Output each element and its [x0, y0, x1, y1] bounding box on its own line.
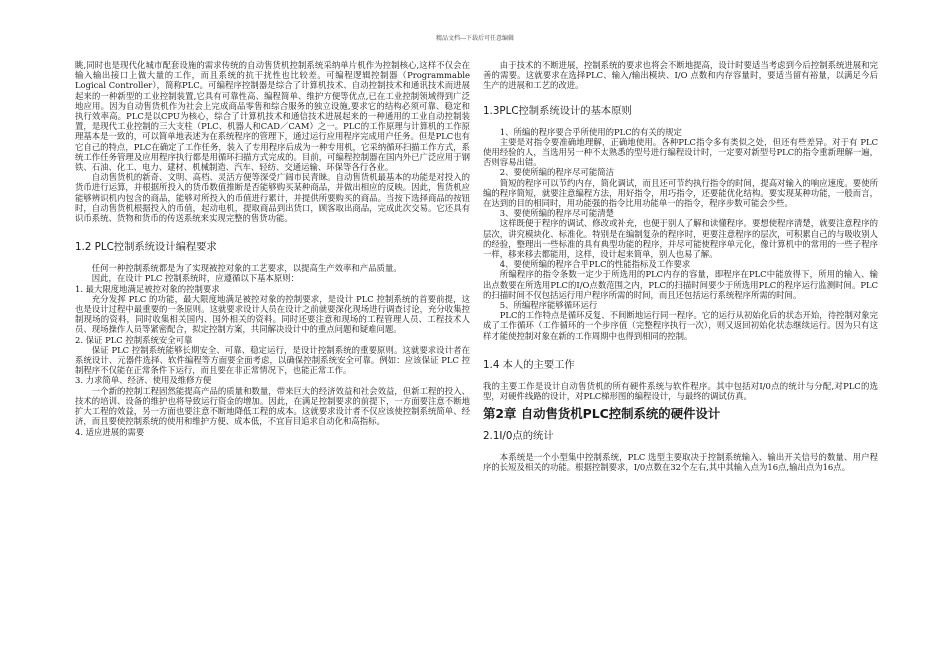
- left-column: [75, 60, 470, 437]
- chapter-2-title: 第2章 自动售货机PLC控制系统的硬件设计: [483, 406, 721, 422]
- requirement-2-heading: 2. 保证 PLC 控制系统安全可靠: [75, 334, 193, 345]
- right-column: [483, 60, 878, 473]
- section-1-4-title: 1.4 本人的主要工作: [483, 358, 575, 371]
- requirement-1-heading: 1. 最大限度地满足被控对象的控制要求: [75, 283, 220, 294]
- section-1-2-title: 1.2 PLC控制系统设计编程要求: [75, 241, 217, 254]
- principle-1-body: 主要是对指令要准确地理解，正确地使用。各种PLC指令多有类似之处，但还有些差异。对于有 PLC 使用经验的人，当选用另一种不太熟悉的型号进行编程设计时，一定要对新型号PLC的指令重新理解一遍，否则容易出错。: [483, 136, 878, 168]
- section-1-4-body: 我的主要工作是设计自动售货机的所有硬件系统与软件程序。其中包括对I/0点的统计与分配,对PLC的选型，对硬件线路的设计，对PLC梯形图的编程设计，与最终的调试仿真。: [483, 380, 878, 402]
- requirement-3-heading: 3. 力求简单、经济、使用及维修方便: [75, 375, 212, 386]
- principle-2-heading: 2、要使所编的程序尽可能简洁: [499, 167, 614, 178]
- section-2-1-title: 2.1I/0点的统计: [483, 430, 554, 443]
- section-intro-line-1: 任何一种控制系统都是为了实现被控对象的工艺要求，以提高生产效率和产品质量。: [91, 263, 402, 274]
- principle-4-body: 所编程序的指令条数一定少于所选用的PLC内存的容量，即程序在PLC中能放得下，所用的输入、输出点数要在所选用PLC的I/O点数范围之内，PLC的扫描时间要少于所选用PLC的程序运行监测时间。PLC的扫描时间不仅包括运行用户程序所需的时间，而且还包括运行系统程序所需的时间。: [483, 269, 878, 300]
- principle-1-heading: 1、所编的程序要合乎所使用的PLC的有关的规定: [499, 126, 682, 137]
- header-note: 精品文档---下载后可任意编辑: [435, 35, 515, 42]
- principle-3-heading: 3、要使所编的程序尽可能清楚: [499, 208, 614, 219]
- requirement-4-heading: 4. 适应进展的需要: [75, 426, 145, 437]
- requirement-3-body: 一个新的控制工程固然能提高产品的质量和数量，带来巨大的经济效益和社会效益，但新工程的投入、技术的培训、设备的维护也将导致运行资金的增加。因此，在满足控制要求的前提下，一方面要注意不断地扩大工程的效益，另一方面也要注意不断地降低工程的成本。这就要求设计者不仅应该使控制系统简单、经济，而且要使控制系统的使用和维护方便、成本低，不宜盲目追求自动化和高指标。: [75, 385, 470, 427]
- principle-2-body: 简短的程序可以节约内存，简化调试，而且还可节约执行指令的时间，提高对输入的响应速度。要使所编的程序简短，就要注意编程方法，用好指令，用巧指令，还要能优化结构。要实现某种功能，一般而言，在达到的目的相同时，用功能强的指令比用功能单一的指令，程序步数可能会少些。: [483, 177, 878, 209]
- principle-3-body: 这样既便于程序的调试、修改或补充，也便于别人了解和读懂程序。要想使程序清楚，就要注意程序的层次，讲究模块化、标准化。特别是在编制复杂的程序时，更要注意程序的层次，可积累自己的与吸收别人的经验，整理出一些标准的具有典型功能的程序，并尽可能使程序单元化，像计算机中的常用的一些子程序一样，移来移去都能用，这样，设计起来简单，别人也易了解。: [483, 218, 878, 260]
- right-intro-paragraph: 由于技术的不断进展，控制系统的要求也将会不断地提高，设计时要适当考虑到今后控制系统进展和完善的需要。这就要求在选择PLC、输入/输出模块、I/O 点数和内存容量时，要适当留有裕量，以满足今后生产的进展和工艺的改进。: [483, 60, 878, 91]
- section-1-3-title: 1.3PLC控制系统设计的基本原则: [483, 104, 632, 117]
- section-intro-line-2: 因此，在设计 PLC 控制系统时，应遵循以下基本原则：: [91, 273, 299, 284]
- intro-paragraph-2: 自动售货机的新奇、文明、高档、灵活方便等深受广阔市民青睐。自动售货机最基本的功能是对投入的货币进行运算，并根据所投入的货币数值推断是否能够购买某种商品，并做出相应的反映。因此，售货机应能够辨识机内包含的商品，能够对所投入的币值进行累计，并提供所要购买的商品。当按下选择商品的按钮时，自动售货机根据投入的币值，起动电机，提取商品到出货口，顾客取出商品，完成此次交易。它还具有识币系统、货物和货币的传送系统来实现完整的售货功能。: [75, 172, 470, 224]
- section-2-1-body: 本系统是一个小型集中控制系统，PLC 选型主要取决于控制系统输入、输出开关信号的数量、用户程序的长短及相关的功能。根据控制要求，I/0点数在32个左右,其中其输入点为16点,输出点为16点。: [483, 452, 878, 473]
- intro-paragraph-1: 眺,同时也是现代化城市配套设施的需求传统的自动售货机控制系统采纳单片机作为控制核心,这样不仅会在输入输出接口上做大量的工作，而且系统的抗干扰性也比较差。可编程逻辑控制器（Programmable Logical Controller），简称PLC。可编程序控制器是综合了计算机技术、自动控制技术和通讯技术而进展起来的一种新型的工业控制装置,它具有可靠性高、编程简单、维护方便等优点,已在工业控制领域得到广泛地应用。因为自动售货机作为社会上完成商品零售和综合服务的独立设施,要求它的结构必须可靠、稳定和执行效率高。PLC是以CPU为核心，综合了计算机技术和通信技术进展起来的一种通用的工业自动控制装置，是现代工业控制的三大支柱（PLC、机器人和CAD／CAM）之一。PLC的工作原理与计算机的工作原理基本是一致的，可以简单地表述为在系统程序的管理下，通过运行应用程序完成用户任务。但是PLC也有它自己的特点，PLC在确定了工作任务，装入了专用程序后成为一种专用机，它采纳循环扫描工作方式，系统工作任务管理及应用程序执行都是用循环扫描方式完成的。目前，可编程控制器在国内外已广泛应用于钢铁、石油、化工、电力、建材、机械制造、汽车、轻纺、交通运输、环保等各行各业。: [75, 60, 470, 173]
- principle-5-body: PLC的工作特点是循环反复、不间断地运行同一程序。它的运行从初始化后的状态开始，待控制对象完成了工作循环（工作循环的一个步序值（完整程序执行一次），则又返回初始化状态继续运行。因为只有这样才能使控制对象在新的工作周期中也得到相同的控制。: [483, 310, 878, 341]
- requirement-1-body: 充分发挥 PLC 的功能，最大限度地满足被控对象的控制要求，是设计 PLC 控制系统的首要前提，这也是设计过程中最重要的一条原则。这就要求设计人员在设计之前就要深化现场进行调查讨论，充分收集控制现场的资料，同时收集相关国内、国外相关的资料。同时还要注意和现场的工程管理人员、工程技术人员、现场操作人员等紧密配合，拟定控制方案，共同解决设计中的重点问题和疑难问题。: [75, 293, 470, 335]
- requirement-2-body: 保证 PLC 控制系统能够长期安全、可靠、稳定运行，是设计控制系统的重要原则。这就要求设计者在系统设计、元器件选择、软件编程等方面要全面考虑，以确保控制系统安全可靠。例如：应该保证 PLC 控制程序不仅能在正常条件下运行，而且要在非正常情况下，也能正常工作。: [75, 344, 470, 376]
- principle-5-heading: 5、所编程序能够循环运行: [499, 300, 598, 311]
- principle-4-heading: 4、要使所编的程序合乎PLC的性能指标及工作要求: [499, 259, 691, 270]
